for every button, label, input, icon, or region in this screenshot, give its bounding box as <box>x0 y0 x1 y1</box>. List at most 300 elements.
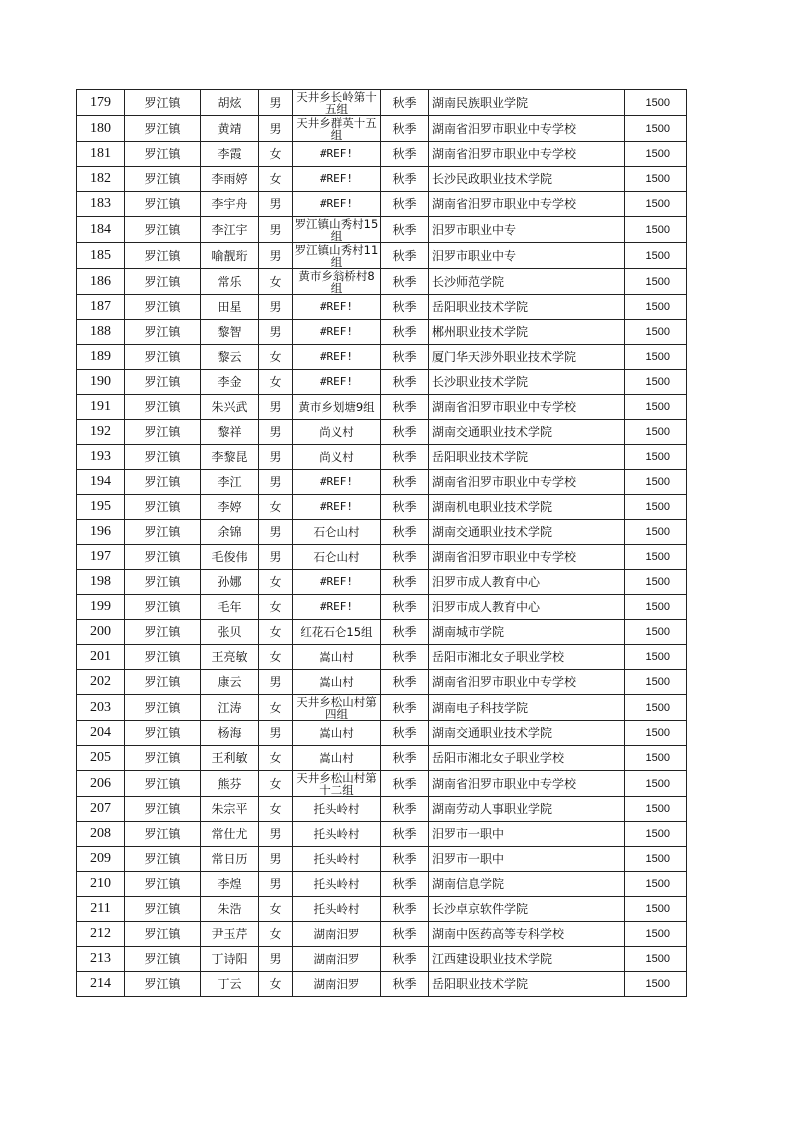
cell-town: 罗江镇 <box>125 695 201 721</box>
cell-town: 罗江镇 <box>125 847 201 872</box>
cell-gender: 女 <box>259 897 293 922</box>
cell-school: 岳阳职业技术学院 <box>429 445 625 470</box>
cell-village: #REF! <box>293 167 381 192</box>
cell-gender: 男 <box>259 670 293 695</box>
cell-student-name: 余锦 <box>201 520 259 545</box>
cell-amount: 1500 <box>625 192 687 217</box>
cell-season: 秋季 <box>381 395 429 420</box>
cell-village: 湖南汨罗 <box>293 947 381 972</box>
cell-gender: 男 <box>259 243 293 269</box>
cell-season: 秋季 <box>381 771 429 797</box>
cell-student-name: 朱兴武 <box>201 395 259 420</box>
cell-student-name: 黎祥 <box>201 420 259 445</box>
cell-number: 183 <box>77 192 125 217</box>
cell-number: 192 <box>77 420 125 445</box>
cell-school: 湖南省汨罗市职业中专学校 <box>429 142 625 167</box>
cell-student-name: 孙娜 <box>201 570 259 595</box>
cell-school: 湖南交通职业技术学院 <box>429 520 625 545</box>
cell-amount: 1500 <box>625 570 687 595</box>
table-row <box>77 90 687 116</box>
cell-number: 189 <box>77 345 125 370</box>
cell-school: 岳阳职业技术学院 <box>429 295 625 320</box>
cell-amount: 1500 <box>625 897 687 922</box>
cell-village-text: 黄市乡翁桥村8组 <box>298 270 375 294</box>
table-row <box>77 142 687 167</box>
cell-number: 180 <box>77 116 125 142</box>
cell-village: 湖南汨罗 <box>293 922 381 947</box>
cell-student-name: 朱宗平 <box>201 797 259 822</box>
cell-town: 罗江镇 <box>125 922 201 947</box>
cell-gender: 男 <box>259 295 293 320</box>
cell-village <box>293 90 381 116</box>
cell-season: 秋季 <box>381 217 429 243</box>
table-row <box>77 947 687 972</box>
cell-season: 秋季 <box>381 445 429 470</box>
table-row <box>77 320 687 345</box>
cell-village: 托头岭村 <box>293 797 381 822</box>
cell-season: 秋季 <box>381 167 429 192</box>
cell-village: #REF! <box>293 345 381 370</box>
cell-season: 秋季 <box>381 746 429 771</box>
cell-season: 秋季 <box>381 620 429 645</box>
cell-student-name: 李金 <box>201 370 259 395</box>
cell-gender: 女 <box>259 645 293 670</box>
cell-gender: 女 <box>259 972 293 997</box>
cell-school: 岳阳市湘北女子职业学校 <box>429 746 625 771</box>
cell-student-name: 常仕尤 <box>201 822 259 847</box>
cell-school: 岳阳市湘北女子职业学校 <box>429 645 625 670</box>
cell-number: 191 <box>77 395 125 420</box>
cell-village: 托头岭村 <box>293 897 381 922</box>
cell-number: 182 <box>77 167 125 192</box>
cell-number: 209 <box>77 847 125 872</box>
cell-gender: 女 <box>259 570 293 595</box>
cell-student-name: 李婷 <box>201 495 259 520</box>
cell-gender: 男 <box>259 822 293 847</box>
cell-school: 湖南省汨罗市职业中专学校 <box>429 670 625 695</box>
cell-town: 罗江镇 <box>125 822 201 847</box>
cell-village <box>293 217 381 243</box>
table-row <box>77 116 687 142</box>
cell-town: 罗江镇 <box>125 670 201 695</box>
cell-school: 湖南省汨罗市职业中专学校 <box>429 771 625 797</box>
cell-town: 罗江镇 <box>125 217 201 243</box>
cell-school: 汨罗市一职中 <box>429 847 625 872</box>
cell-village: 湖南汨罗 <box>293 972 381 997</box>
cell-town: 罗江镇 <box>125 370 201 395</box>
cell-town: 罗江镇 <box>125 771 201 797</box>
table-row <box>77 192 687 217</box>
cell-number: 210 <box>77 872 125 897</box>
cell-amount: 1500 <box>625 847 687 872</box>
cell-season: 秋季 <box>381 922 429 947</box>
cell-gender: 女 <box>259 167 293 192</box>
table-row <box>77 721 687 746</box>
cell-town: 罗江镇 <box>125 872 201 897</box>
cell-amount: 1500 <box>625 116 687 142</box>
cell-amount: 1500 <box>625 872 687 897</box>
cell-school: 湖南民族职业学院 <box>429 90 625 116</box>
cell-town: 罗江镇 <box>125 620 201 645</box>
cell-village <box>293 116 381 142</box>
cell-town: 罗江镇 <box>125 595 201 620</box>
cell-town: 罗江镇 <box>125 645 201 670</box>
cell-student-name: 田星 <box>201 295 259 320</box>
cell-amount: 1500 <box>625 445 687 470</box>
cell-village: 嵩山村 <box>293 746 381 771</box>
cell-gender: 男 <box>259 847 293 872</box>
cell-season: 秋季 <box>381 645 429 670</box>
cell-village <box>293 269 381 295</box>
cell-number: 190 <box>77 370 125 395</box>
cell-amount: 1500 <box>625 545 687 570</box>
cell-student-name: 江涛 <box>201 695 259 721</box>
cell-town: 罗江镇 <box>125 295 201 320</box>
cell-village: 嵩山村 <box>293 721 381 746</box>
table-row <box>77 295 687 320</box>
cell-season: 秋季 <box>381 192 429 217</box>
cell-school: 汨罗市职业中专 <box>429 243 625 269</box>
cell-gender: 女 <box>259 370 293 395</box>
cell-number: 198 <box>77 570 125 595</box>
cell-village-text: 罗江镇山秀村15组 <box>294 218 379 242</box>
cell-school: 湖南省汨罗市职业中专学校 <box>429 192 625 217</box>
cell-town: 罗江镇 <box>125 470 201 495</box>
cell-village: 尚义村 <box>293 420 381 445</box>
cell-amount: 1500 <box>625 345 687 370</box>
cell-school: 汨罗市一职中 <box>429 822 625 847</box>
cell-village: #REF! <box>293 495 381 520</box>
cell-number: 203 <box>77 695 125 721</box>
cell-school: 湖南中医药高等专科学校 <box>429 922 625 947</box>
cell-village: #REF! <box>293 570 381 595</box>
cell-number: 208 <box>77 822 125 847</box>
cell-season: 秋季 <box>381 695 429 721</box>
cell-amount: 1500 <box>625 217 687 243</box>
cell-number: 201 <box>77 645 125 670</box>
cell-amount: 1500 <box>625 822 687 847</box>
cell-school: 岳阳职业技术学院 <box>429 972 625 997</box>
cell-school: 长沙卓京软件学院 <box>429 897 625 922</box>
cell-school: 长沙职业技术学院 <box>429 370 625 395</box>
cell-village: 红花石仑15组 <box>293 620 381 645</box>
cell-school: 湖南省汨罗市职业中专学校 <box>429 470 625 495</box>
table-row <box>77 470 687 495</box>
cell-amount: 1500 <box>625 947 687 972</box>
cell-season: 秋季 <box>381 872 429 897</box>
table-row <box>77 746 687 771</box>
cell-season: 秋季 <box>381 90 429 116</box>
cell-village: 托头岭村 <box>293 822 381 847</box>
cell-amount: 1500 <box>625 595 687 620</box>
cell-number: 187 <box>77 295 125 320</box>
cell-town: 罗江镇 <box>125 395 201 420</box>
cell-student-name: 李黎昆 <box>201 445 259 470</box>
cell-town: 罗江镇 <box>125 721 201 746</box>
table-row <box>77 495 687 520</box>
cell-school: 湖南交通职业技术学院 <box>429 721 625 746</box>
cell-gender: 女 <box>259 269 293 295</box>
cell-student-name: 毛年 <box>201 595 259 620</box>
cell-amount: 1500 <box>625 495 687 520</box>
cell-school: 江西建设职业技术学院 <box>429 947 625 972</box>
table-row <box>77 797 687 822</box>
cell-student-name: 丁诗阳 <box>201 947 259 972</box>
table-row <box>77 771 687 797</box>
cell-village-text: 天井乡长岭第十五组 <box>296 91 377 115</box>
table-row <box>77 972 687 997</box>
table-row <box>77 545 687 570</box>
cell-season: 秋季 <box>381 420 429 445</box>
cell-town: 罗江镇 <box>125 269 201 295</box>
cell-season: 秋季 <box>381 797 429 822</box>
cell-season: 秋季 <box>381 243 429 269</box>
cell-town: 罗江镇 <box>125 545 201 570</box>
cell-season: 秋季 <box>381 142 429 167</box>
table-row <box>77 345 687 370</box>
cell-village: #REF! <box>293 142 381 167</box>
cell-gender: 女 <box>259 746 293 771</box>
cell-number: 207 <box>77 797 125 822</box>
cell-town: 罗江镇 <box>125 116 201 142</box>
cell-gender: 女 <box>259 495 293 520</box>
cell-amount: 1500 <box>625 645 687 670</box>
cell-number: 212 <box>77 922 125 947</box>
cell-school: 湖南信息学院 <box>429 872 625 897</box>
cell-number: 185 <box>77 243 125 269</box>
cell-number: 197 <box>77 545 125 570</box>
cell-number: 181 <box>77 142 125 167</box>
table-row <box>77 847 687 872</box>
cell-town: 罗江镇 <box>125 897 201 922</box>
table-row <box>77 645 687 670</box>
cell-amount: 1500 <box>625 269 687 295</box>
cell-village: 尚义村 <box>293 445 381 470</box>
cell-village <box>293 695 381 721</box>
table-row <box>77 922 687 947</box>
table-row <box>77 269 687 295</box>
cell-village-text: 天井乡群英十五组 <box>296 117 377 141</box>
cell-gender: 男 <box>259 320 293 345</box>
table-row <box>77 872 687 897</box>
cell-village <box>293 243 381 269</box>
cell-town: 罗江镇 <box>125 495 201 520</box>
cell-student-name: 王亮敏 <box>201 645 259 670</box>
cell-school: 湖南交通职业技术学院 <box>429 420 625 445</box>
cell-amount: 1500 <box>625 167 687 192</box>
cell-amount: 1500 <box>625 972 687 997</box>
cell-village: 嵩山村 <box>293 670 381 695</box>
cell-village: #REF! <box>293 470 381 495</box>
cell-gender: 男 <box>259 395 293 420</box>
table-row <box>77 897 687 922</box>
cell-season: 秋季 <box>381 972 429 997</box>
cell-student-name: 张贝 <box>201 620 259 645</box>
cell-gender: 男 <box>259 420 293 445</box>
cell-number: 179 <box>77 90 125 116</box>
cell-season: 秋季 <box>381 947 429 972</box>
cell-town: 罗江镇 <box>125 570 201 595</box>
cell-school: 长沙民政职业技术学院 <box>429 167 625 192</box>
cell-village: 石仑山村 <box>293 545 381 570</box>
cell-village: 托头岭村 <box>293 872 381 897</box>
cell-amount: 1500 <box>625 771 687 797</box>
cell-season: 秋季 <box>381 847 429 872</box>
cell-season: 秋季 <box>381 495 429 520</box>
cell-number: 188 <box>77 320 125 345</box>
table-row <box>77 822 687 847</box>
cell-gender: 女 <box>259 595 293 620</box>
cell-village: #REF! <box>293 320 381 345</box>
cell-village: 黄市乡划塘9组 <box>293 395 381 420</box>
cell-amount: 1500 <box>625 320 687 345</box>
cell-amount: 1500 <box>625 797 687 822</box>
cell-number: 199 <box>77 595 125 620</box>
table-row <box>77 370 687 395</box>
cell-village-text: 天井乡松山村第四组 <box>296 696 377 720</box>
cell-town: 罗江镇 <box>125 520 201 545</box>
cell-amount: 1500 <box>625 142 687 167</box>
cell-season: 秋季 <box>381 545 429 570</box>
cell-season: 秋季 <box>381 370 429 395</box>
cell-season: 秋季 <box>381 320 429 345</box>
cell-student-name: 胡炫 <box>201 90 259 116</box>
cell-season: 秋季 <box>381 520 429 545</box>
cell-school: 汨罗市职业中专 <box>429 217 625 243</box>
cell-gender: 男 <box>259 445 293 470</box>
table-row <box>77 695 687 721</box>
cell-student-name: 毛俊伟 <box>201 545 259 570</box>
cell-school: 汨罗市成人教育中心 <box>429 595 625 620</box>
cell-student-name: 李霞 <box>201 142 259 167</box>
cell-village-text: 天井乡松山村第十二组 <box>296 772 377 796</box>
cell-village: 石仑山村 <box>293 520 381 545</box>
cell-number: 213 <box>77 947 125 972</box>
cell-amount: 1500 <box>625 370 687 395</box>
cell-student-name: 李雨婷 <box>201 167 259 192</box>
cell-student-name: 杨海 <box>201 721 259 746</box>
cell-town: 罗江镇 <box>125 192 201 217</box>
cell-amount: 1500 <box>625 746 687 771</box>
cell-amount: 1500 <box>625 295 687 320</box>
cell-school: 湖南省汨罗市职业中专学校 <box>429 395 625 420</box>
cell-student-name: 尹玉芹 <box>201 922 259 947</box>
cell-season: 秋季 <box>381 570 429 595</box>
cell-village <box>293 771 381 797</box>
cell-gender: 女 <box>259 797 293 822</box>
cell-school: 湖南机电职业技术学院 <box>429 495 625 520</box>
cell-student-name: 常乐 <box>201 269 259 295</box>
cell-season: 秋季 <box>381 345 429 370</box>
cell-school: 湖南省汨罗市职业中专学校 <box>429 116 625 142</box>
cell-student-name: 康云 <box>201 670 259 695</box>
cell-gender: 男 <box>259 947 293 972</box>
cell-town: 罗江镇 <box>125 445 201 470</box>
cell-student-name: 熊芬 <box>201 771 259 797</box>
cell-gender: 男 <box>259 217 293 243</box>
cell-number: 195 <box>77 495 125 520</box>
cell-student-name: 黄靖 <box>201 116 259 142</box>
cell-gender: 女 <box>259 922 293 947</box>
cell-gender: 女 <box>259 345 293 370</box>
cell-school: 湖南电子科技学院 <box>429 695 625 721</box>
cell-amount: 1500 <box>625 520 687 545</box>
cell-student-name: 常日历 <box>201 847 259 872</box>
cell-student-name: 朱浩 <box>201 897 259 922</box>
cell-number: 202 <box>77 670 125 695</box>
cell-gender: 男 <box>259 520 293 545</box>
table-row <box>77 395 687 420</box>
cell-school: 湖南劳动人事职业学院 <box>429 797 625 822</box>
cell-number: 211 <box>77 897 125 922</box>
table-row <box>77 595 687 620</box>
cell-student-name: 丁云 <box>201 972 259 997</box>
cell-number: 194 <box>77 470 125 495</box>
cell-number: 193 <box>77 445 125 470</box>
cell-number: 205 <box>77 746 125 771</box>
cell-student-name: 黎智 <box>201 320 259 345</box>
cell-amount: 1500 <box>625 670 687 695</box>
cell-gender: 女 <box>259 620 293 645</box>
table-row <box>77 167 687 192</box>
cell-season: 秋季 <box>381 269 429 295</box>
cell-student-name: 李江宇 <box>201 217 259 243</box>
cell-gender: 男 <box>259 470 293 495</box>
cell-school: 长沙师范学院 <box>429 269 625 295</box>
cell-school: 湖南城市学院 <box>429 620 625 645</box>
cell-town: 罗江镇 <box>125 345 201 370</box>
cell-gender: 男 <box>259 90 293 116</box>
cell-amount: 1500 <box>625 395 687 420</box>
cell-school: 湖南省汨罗市职业中专学校 <box>429 545 625 570</box>
table-row <box>77 670 687 695</box>
cell-student-name: 黎云 <box>201 345 259 370</box>
cell-amount: 1500 <box>625 721 687 746</box>
cell-village: #REF! <box>293 370 381 395</box>
table-row <box>77 570 687 595</box>
cell-season: 秋季 <box>381 822 429 847</box>
cell-town: 罗江镇 <box>125 746 201 771</box>
cell-amount: 1500 <box>625 90 687 116</box>
cell-gender: 男 <box>259 545 293 570</box>
cell-student-name: 李煌 <box>201 872 259 897</box>
cell-amount: 1500 <box>625 620 687 645</box>
cell-number: 204 <box>77 721 125 746</box>
cell-amount: 1500 <box>625 922 687 947</box>
cell-school: 郴州职业技术学院 <box>429 320 625 345</box>
cell-number: 184 <box>77 217 125 243</box>
table-row <box>77 445 687 470</box>
cell-number: 206 <box>77 771 125 797</box>
cell-gender: 男 <box>259 192 293 217</box>
table-row <box>77 217 687 243</box>
cell-season: 秋季 <box>381 116 429 142</box>
cell-school: 厦门华天涉外职业技术学院 <box>429 345 625 370</box>
cell-village: 托头岭村 <box>293 847 381 872</box>
cell-town: 罗江镇 <box>125 420 201 445</box>
table-row <box>77 620 687 645</box>
table-row <box>77 420 687 445</box>
cell-gender: 男 <box>259 116 293 142</box>
cell-student-name: 李江 <box>201 470 259 495</box>
cell-village: #REF! <box>293 595 381 620</box>
cell-village: #REF! <box>293 295 381 320</box>
cell-student-name: 喻靓珩 <box>201 243 259 269</box>
cell-village-text: 罗江镇山秀村11组 <box>294 244 379 268</box>
cell-school: 汨罗市成人教育中心 <box>429 570 625 595</box>
cell-town: 罗江镇 <box>125 167 201 192</box>
cell-amount: 1500 <box>625 695 687 721</box>
